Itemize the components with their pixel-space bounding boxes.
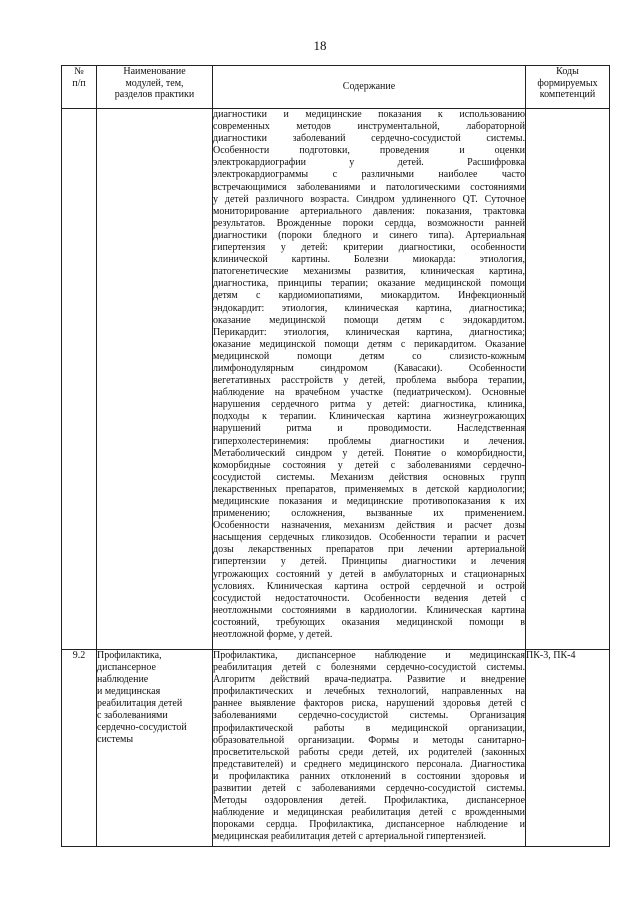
text-line: подходы к терапии. Клиническая картина жизнеугрожающих	[213, 411, 525, 423]
row-codes	[526, 109, 610, 650]
text-line: пороками сердца. Профилактика, диспансерное наблюдение и	[213, 819, 525, 831]
row-module	[97, 109, 213, 650]
header-module-line: Наименование	[123, 66, 186, 77]
text-line: мониторирование артериального давления: показания, трактовка	[213, 205, 525, 217]
text-line: заболеваниями сердечно-сосудистой системы. Организация	[213, 710, 525, 722]
text-line: клинической картины. Болезни миокарда: этиология,	[213, 254, 525, 266]
text-line: Метаболический синдром у детей. Понятие о коморбидности,	[213, 447, 525, 459]
text-line: медицинской помощи детям со слизисто-кожным	[213, 350, 525, 362]
text-line: сосудистой недостаточности. Особенности ведения детей с	[213, 592, 525, 604]
table-row	[62, 109, 610, 650]
text-line: патогенетические механизмы развития, клиническая картина,	[213, 266, 525, 278]
text-line: электрокардиограммы с различными наиболее часто	[213, 169, 525, 181]
text-line: электрокардиографии у детей. Расшифровка	[213, 157, 525, 169]
table-header-row	[62, 66, 610, 109]
text-line: встречающимися заболеваниями и патологическими состояниями	[213, 181, 525, 193]
text-line: у детей различного возраста. Синдром удлиненного QT. Суточное	[213, 193, 525, 205]
header-module-line: модулей, тем,	[125, 77, 184, 89]
text-line: профилактических и лечебных технологий, направленных на	[213, 686, 525, 698]
text-line: Перикардит: этиология, клиническая картина, диагностика;	[213, 326, 525, 338]
text-line: Профилактика,	[97, 650, 162, 661]
text-line: состояний, требующих оказания медицинской помощи в	[213, 616, 525, 628]
text-line: неотложными состояниями в кардиологии. Клиническая картина	[213, 604, 525, 616]
text-line: и медицинская	[97, 686, 161, 697]
text-line: медицинская реабилитация детей с артериальной гипертензией.	[213, 831, 487, 843]
text-line: вегетативных расстройств у детей, проблема выбора терапии,	[213, 375, 525, 387]
row-content	[213, 650, 526, 847]
text-line: диагностика, принципы терапии; оказание медицинской помощи	[213, 278, 525, 290]
text-line: эндокардит: этиология, клиническая картина, диагностика;	[213, 302, 525, 314]
text-line: наблюдение на врачебном участке (педиатрическом). Основные	[213, 387, 525, 399]
text-line: системы	[97, 734, 134, 745]
text-line: неотложной форме, у детей.	[213, 629, 333, 641]
text-line: Особенности подготовки, проведения и оценки	[213, 145, 525, 157]
text-line: Особенности назначения, механизм действия и расчет дозы	[213, 520, 525, 532]
text-line: гипертензия у детей: критерии диагностики, особенности	[213, 242, 525, 254]
text-line: Профилактика, диспансерное наблюдение и медицинская	[213, 650, 525, 661]
text-line: развитии детей с заболеваниями сердечно-сосудистой системы.	[213, 783, 525, 795]
text-line: лекарственных препаратов, применяемых в детской кардиологии;	[213, 483, 525, 495]
text-line: медицинские показания и медицинские противопоказания к их	[213, 496, 525, 507]
text-line: насыщения сердечных гликозидов. Особенности терапии и расчет	[213, 532, 525, 544]
row-content	[213, 109, 526, 650]
text-line: представителей) и среднего медицинского персонала. Диагностика	[213, 758, 525, 770]
text-line: применению; осложнения, вызванные их применением.	[213, 508, 525, 520]
text-line: лимфонодулярным синдромом (Кавасаки). Особенности	[213, 362, 525, 374]
text-line: просветительской работы среди детей, их родителей (законных	[213, 746, 525, 758]
row-module	[97, 650, 213, 847]
text-line: наблюдение	[97, 674, 149, 685]
header-number-line: п/п	[72, 77, 86, 89]
curriculum-table	[61, 65, 610, 847]
text-line: дозы лекарственных препаратов при лечении артериальной	[213, 544, 525, 556]
header-number-line: №	[74, 66, 84, 77]
header-module	[97, 66, 213, 109]
text-line: условиях. Клиническая картина острой сердечной и острой	[213, 580, 525, 592]
text-line: диагностики и медицинские показания к использованию	[213, 109, 525, 120]
header-codes-line: Коды	[556, 66, 579, 77]
text-line: гипертензии у детей. Принципы диагностики и лечения	[213, 556, 525, 568]
header-codes	[526, 66, 610, 109]
text-line: современных методов инструментальной, лабораторной	[213, 121, 525, 133]
text-line: коморбидные состояния у детей с заболеваниями сердечно-	[213, 459, 525, 471]
row-number: 9.2	[62, 650, 97, 847]
text-line: оказание медицинской помощи детям с перикардитом. Оказание	[213, 338, 525, 350]
page-number: 18	[313, 38, 327, 53]
text-line: раннее выявление факторов риска, нарушений здоровья детей с	[213, 698, 525, 710]
text-line: реабилитация детей	[97, 698, 183, 709]
text-line: реабилитация детей с болезнями сердечно-сосудистой системы.	[213, 662, 525, 674]
header-codes-line: формируемых	[537, 77, 598, 89]
header-module-line: разделов практики	[114, 89, 195, 100]
text-line: и профилактика ранних отклонений в состоянии здоровья и	[213, 770, 525, 782]
text-line: профилактической работы в медицинской организации,	[213, 722, 525, 734]
text-line: детям с кардиомиопатиями, миокардитом. Инфекционный	[213, 290, 525, 302]
text-line: образовательной организации. Формы и методы санитарно-	[213, 734, 525, 746]
text-line: сосудистой системы. Механизм действия основных групп	[213, 471, 525, 483]
text-line: гиперхолестеринемия: проблемы диагностики и лечения.	[213, 435, 525, 447]
text-line: Алгоритм действий врача-педиатра. Развитие и внедрение	[213, 674, 525, 686]
text-line: с заболеваниями	[97, 710, 168, 721]
header-number	[62, 66, 97, 109]
text-line: наблюдение и медицинская реабилитация детей с врожденными	[213, 807, 525, 819]
text-line: результатов. Врожденные пороки сердца, возможности ранней	[213, 217, 525, 229]
text-line: сердечно-сосудистой	[97, 722, 187, 733]
text-line: диагностики заболеваний сердечно-сосудистой системы.	[213, 133, 525, 145]
header-content: Содержание	[213, 66, 526, 109]
text-line: оказание медицинской помощи детям с эндокардитом.	[213, 314, 525, 326]
text-line: нарушения сердечного ритма у детей: диагностика, клиника,	[213, 399, 525, 411]
row-codes: ПК-3, ПК-4	[526, 650, 610, 847]
text-line: нарушений ритма и проводимости. Наследственная	[213, 423, 525, 435]
row-number	[62, 109, 97, 650]
text-line: Методы оздоровления детей. Профилактика, диспансерное	[213, 795, 525, 807]
text-line: угрожающих состояний у детей в амбулаторных и стационарных	[213, 568, 525, 580]
table-row	[62, 650, 610, 847]
text-line: диагностики (пороки бледного и синего типа). Артериальная	[213, 229, 525, 241]
text-line: диспансерное	[97, 662, 156, 673]
header-codes-line: компетенций	[539, 89, 596, 100]
